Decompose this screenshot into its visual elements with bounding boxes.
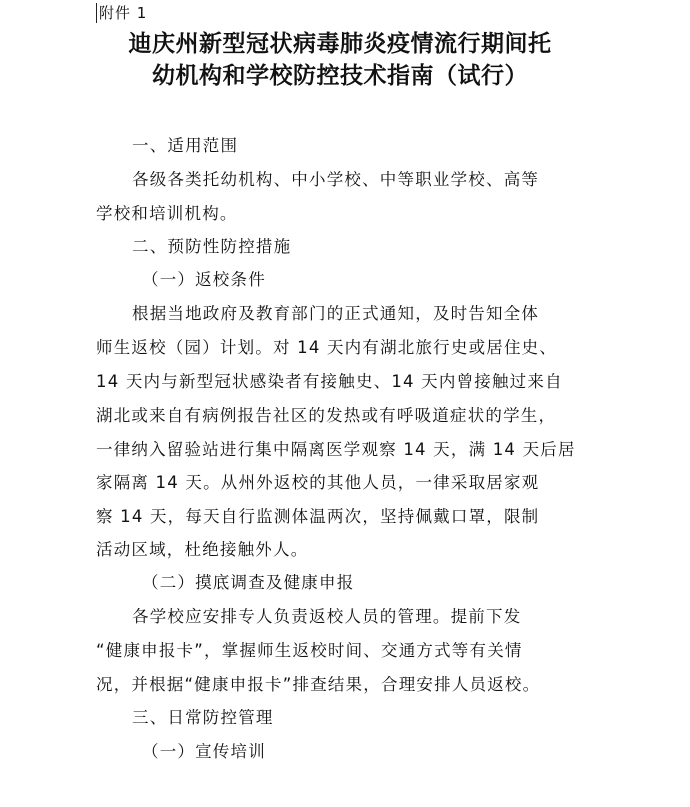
attachment-label: 附件 1 [96,3,147,23]
paragraph-line: 察 14 天，每天自行监测体温两次，坚持佩戴口罩，限制 [96,507,540,526]
subsection-heading: （二）摸底调查及健康申报 [142,573,355,592]
paragraph-line: 师生返校（园）计划。对 14 天内有湖北旅行史或居住史、 [96,338,558,357]
paragraph-line: 活动区域，杜绝接触外人。 [96,540,309,559]
paragraph-line: 各级各类托幼机构、中小学校、中等职业学校、高等 [132,170,540,189]
title-line: 幼机构和学校防控技术指南（试行） [152,63,528,89]
subsection-heading: （一）宣传培训 [142,742,266,761]
section-heading: 三、日常防控管理 [132,708,274,727]
paragraph-line: 各学校应安排专人负责返校人员的管理。提前下发 [132,607,522,626]
paragraph-line: 14 天内与新型冠状感染者有接触史、14 天内曾接触过来自 [96,372,563,391]
paragraph-line: 根据当地政府及教育部门的正式通知，及时告知全体 [132,304,540,323]
paragraph-line: 家隔离 14 天。从州外返校的其他人员，一律采取居家观 [96,473,540,492]
section-heading: 一、适用范围 [132,136,239,155]
paragraph-line: 况，并根据“健康申报卡”排查结果，合理安排人员返校。 [96,675,541,694]
paragraph-line: “健康申报卡”，掌握师生返校时间、交通方式等有关情 [96,641,523,660]
subsection-heading: （一）返校条件 [142,270,266,289]
paragraph-line: 一律纳入留验站进行集中隔离医学观察 14 天，满 14 天后居 [96,440,576,459]
paragraph-line: 学校和培训机构。 [96,204,238,223]
section-heading: 二、预防性防控措施 [132,237,292,256]
paragraph-line: 湖北或来自有病例报告社区的发热或有呼吸道症状的学生， [96,406,557,425]
document-title [90,28,590,92]
title-line: 迪庆州新型冠状病毒肺炎疫情流行期间托 [128,31,552,57]
